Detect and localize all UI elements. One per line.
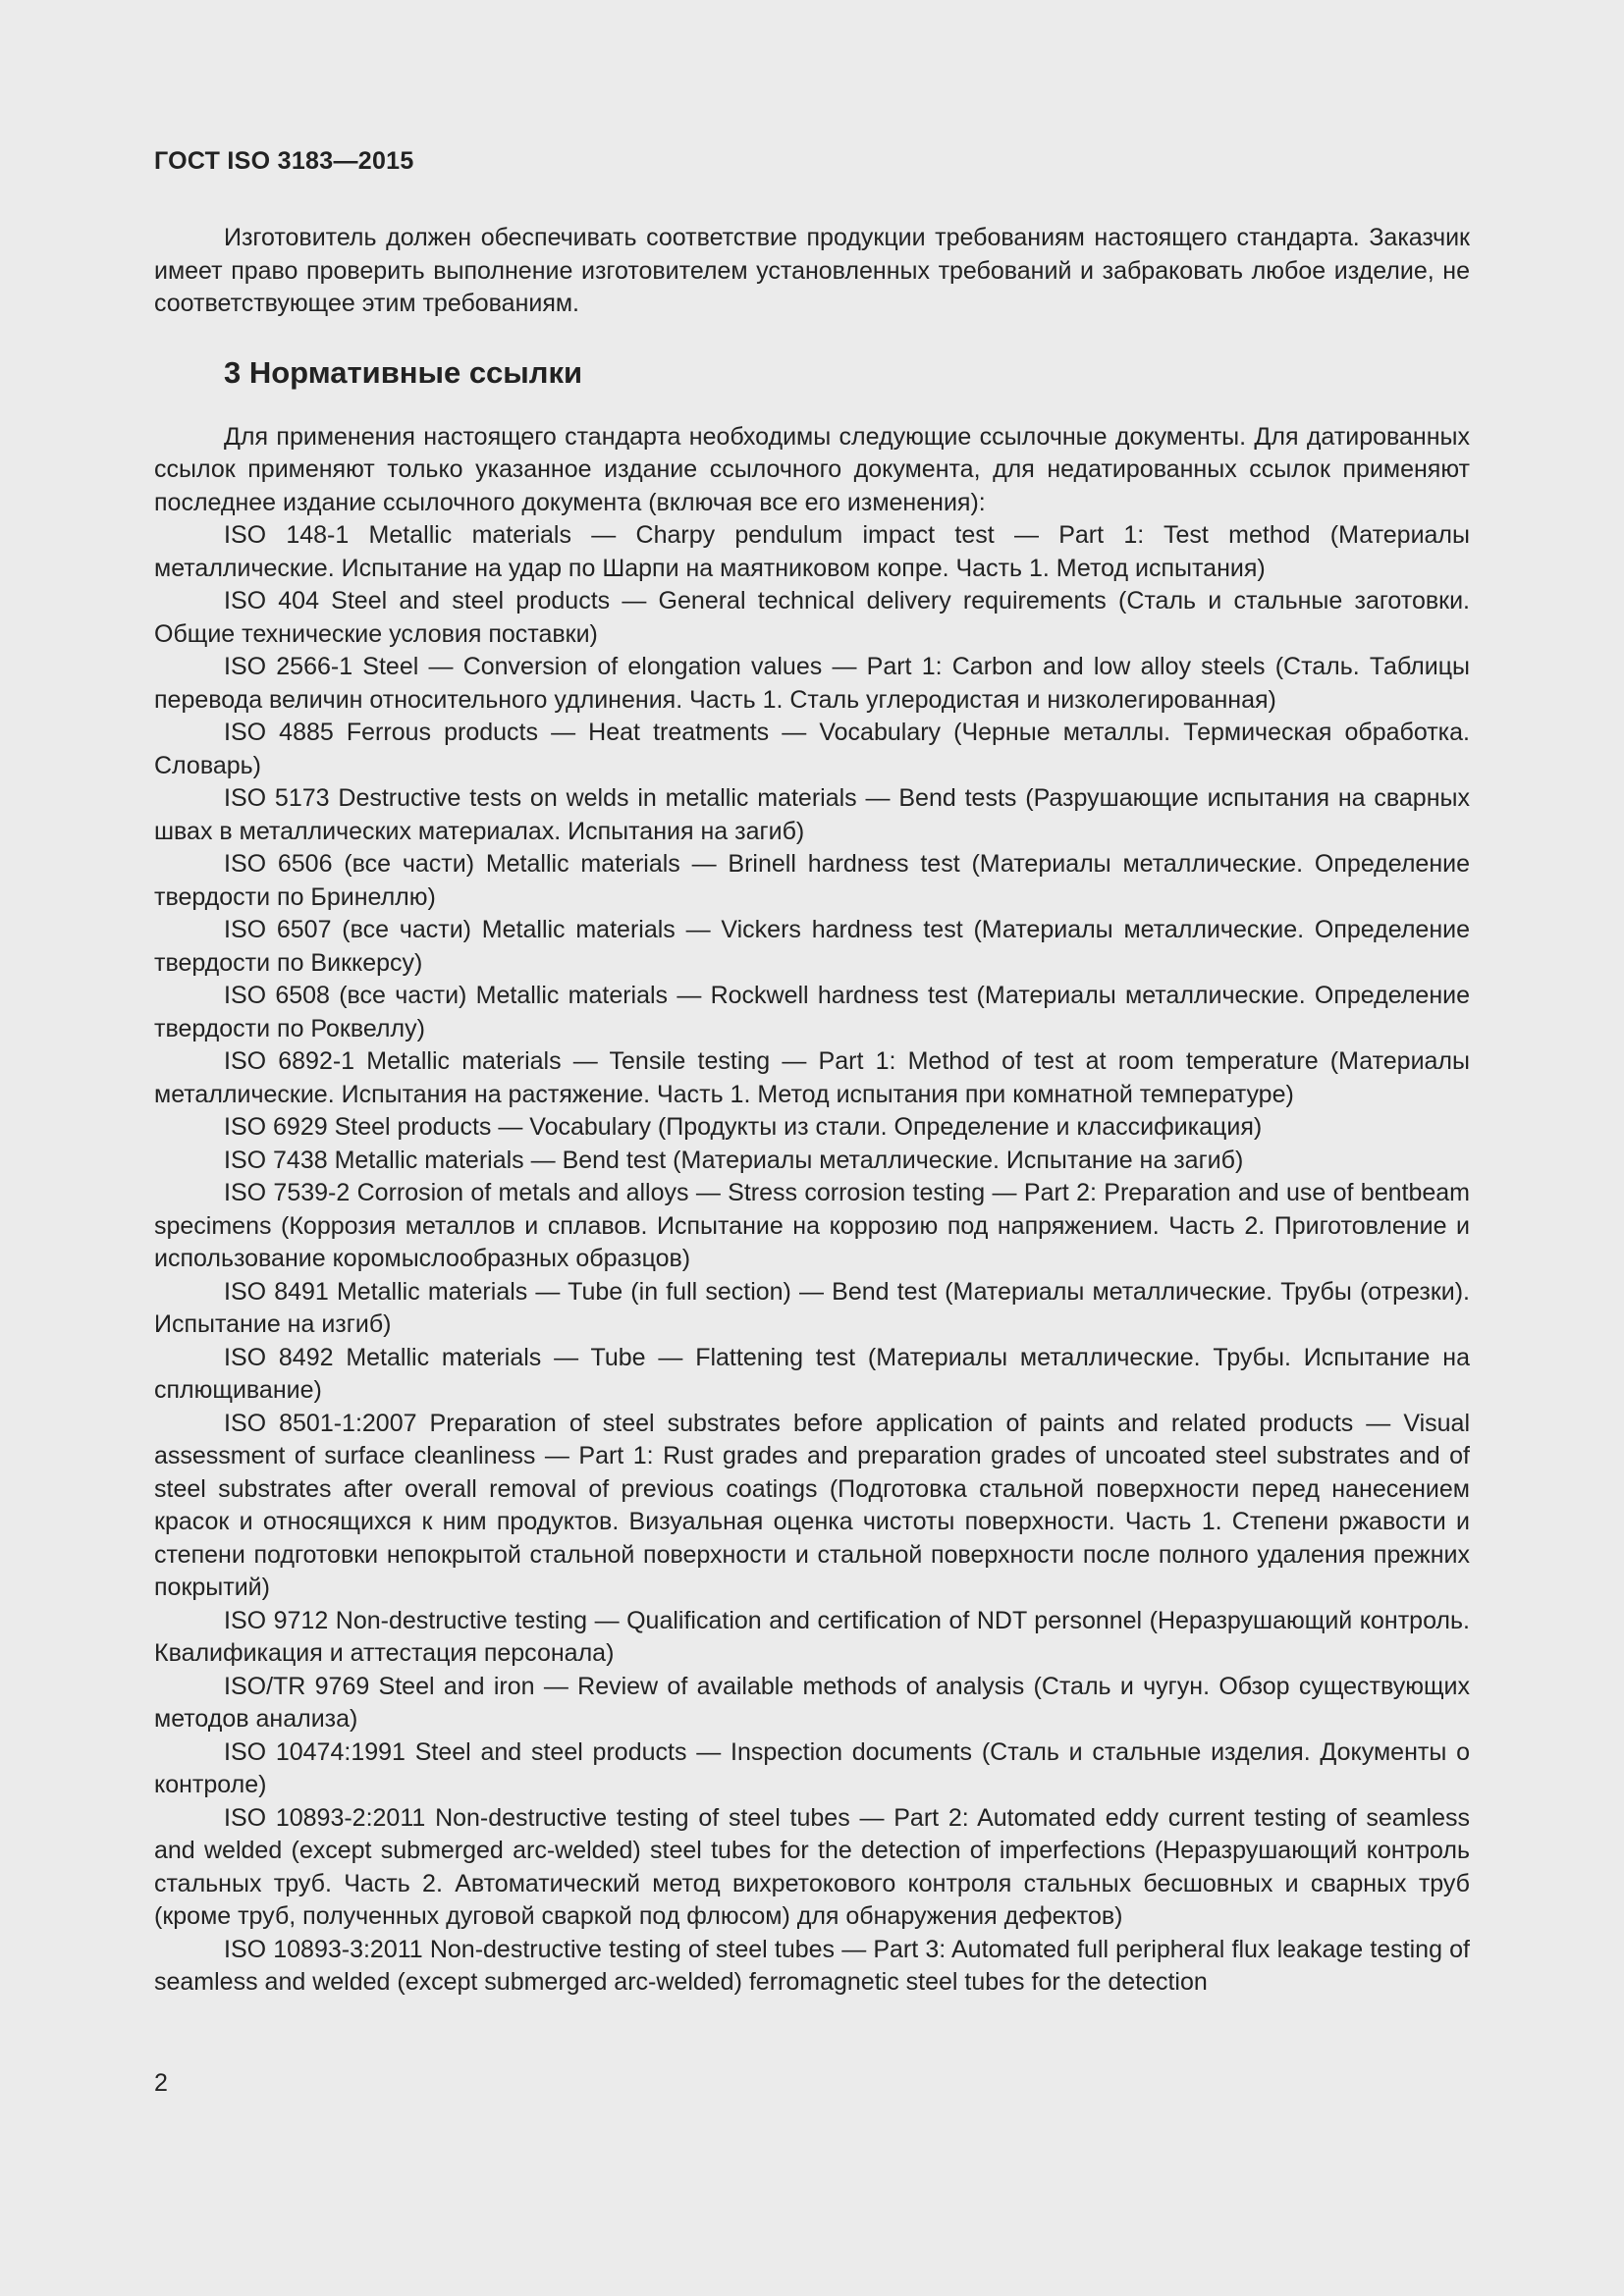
page-number: 2 (154, 2069, 168, 2097)
reference-item: ISO 2566-1 Steel — Conversion of elongation values — Part 1: Carbon and low alloy steels (Сталь. Таблицы перевода величин относительного удлинения. Часть 1. Сталь углеродистая и низколегированная) (154, 653, 1470, 714)
reference-item: ISO 8492 Metallic materials — Tube — Flattening test (Материалы металлические. Трубы. Испытание на сплющивание) (154, 1343, 1470, 1404)
reference-item: ISO 4885 Ferrous products — Heat treatments — Vocabulary (Черные металлы. Термическая обработка. Словарь) (154, 719, 1470, 779)
reference-item: ISO 10893-2:2011 Non-destructive testing of steel tubes — Part 2: Automated eddy current testing of seamless and welded (except submerged arc-welded) steel tubes for the detection of imperfections (Неразрушающий контроль стальных труб. Часть 2. Автоматический метод вихретокового контроля стальных бесшовных и сварных труб (кроме труб, полученных дуговой сваркой под флюсом) для обнаружения дефектов) (154, 1803, 1470, 1930)
reference-item: ISO 6508 (все части) Metallic materials — Rockwell hardness test (Материалы металлические. Определение твердости по Роквеллу) (154, 982, 1470, 1042)
reference-item: ISO 8491 Metallic materials — Tube (in full section) — Bend test (Материалы металлические. Трубы (отрезки). Испытание на изгиб) (154, 1277, 1470, 1338)
reference-item: ISO 7438 Metallic materials — Bend test (Материалы металлические. Испытание на загиб) (224, 1146, 1244, 1174)
reference-item: ISO/TR 9769 Steel and iron — Review of available methods of analysis (Сталь и чугун. Обзор существующих методов анализа) (154, 1672, 1470, 1733)
section-lead-paragraph: Для применения настоящего стандарта необходимы следующие ссылочные документы. Для датированных ссылок применяют только указанное издание ссылочного документа, для недатированных ссылок применяют последнее издание ссылочного документа (включая все его изменения): (154, 422, 1470, 516)
intro-paragraph: Изготовитель должен обеспечивать соответствие продукции требованиям настоящего стандарта. Заказчик имеет право проверить выполнение изготовителем установленных требований и забраковать любое изделие, не соответствующее этим требованиям. (154, 224, 1470, 317)
reference-item: ISO 404 Steel and steel products — General technical delivery requirements (Сталь и стальные заготовки. Общие технические условия поставки) (154, 587, 1470, 648)
reference-item: ISO 6892-1 Metallic materials — Tensile testing — Part 1: Method of test at room temperature (Материалы металлические. Испытания на растяжение. Часть 1. Метод испытания при комнатной температуре) (154, 1047, 1470, 1108)
reference-item: ISO 5173 Destructive tests on welds in metallic materials — Bend tests (Разрушающие испытания на сварных швах в металлических материалах. Испытания на загиб) (154, 784, 1470, 845)
reference-item: ISO 6507 (все части) Metallic materials — Vickers hardness test (Материалы металлические. Определение твердости по Виккерсу) (154, 916, 1470, 977)
reference-item: ISO 9712 Non-destructive testing — Qualification and certification of NDT personnel (Неразрушающий контроль. Квалификация и аттестация персонала) (154, 1606, 1470, 1667)
reference-item: ISO 10474:1991 Steel and steel products — Inspection documents (Сталь и стальные изделия. Документы о контроле) (154, 1737, 1470, 1798)
section-title: 3 Нормативные ссылки (224, 354, 583, 390)
reference-item: ISO 10893-3:2011 Non-destructive testing of steel tubes — Part 3: Automated full peripheral flux leakage testing of seamless and welded (except submerged arc-welded) ferromagnetic steel tubes for the detection (154, 1935, 1470, 1996)
reference-item: ISO 148-1 Metallic materials — Charpy pendulum impact test — Part 1: Test method (Материалы металлические. Испытание на удар по Шарпи на маятниковом копре. Часть 1. Метод испытания) (154, 521, 1470, 582)
document-header: ГОСТ ISO 3183—2015 (154, 147, 414, 175)
reference-item: ISO 8501-1:2007 Preparation of steel substrates before application of paints and related products — Visual assessment of surface cleanliness — Part 1: Rust grades and preparation grades of uncoated steel substrates and of steel substrates after overall removal of previous coatings (Подготовка стальной поверхности перед нанесением красок и относящихся к ним продуктов. Визуальная оценка чистоты поверхности. Часть 1. Степени ржавости и степени подготовки непокрытой стальной поверхности и стальной поверхности после полного удаления прежних покрытий) (154, 1409, 1470, 1601)
reference-item: ISO 6929 Steel products — Vocabulary (Продукты из стали. Определение и классификация) (224, 1113, 1263, 1141)
page-content (154, 222, 1470, 2000)
reference-item: ISO 7539-2 Corrosion of metals and alloys — Stress corrosion testing — Part 2: Preparation and use of bentbeam specimens (Коррозия металлов и сплавов. Испытание на коррозию под напряжением. Часть 2. Приготовление и использование коромыслообразных образцов) (154, 1179, 1470, 1272)
reference-item: ISO 6506 (все части) Metallic materials — Brinell hardness test (Материалы металлические. Определение твердости по Бринеллю) (154, 850, 1470, 911)
